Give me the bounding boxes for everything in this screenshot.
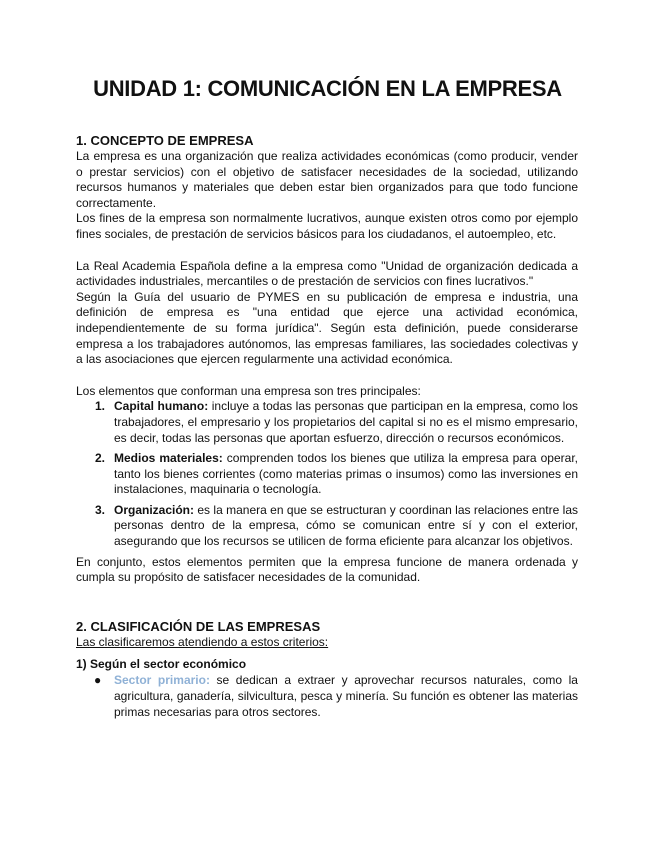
list-item — [76, 503, 578, 550]
section1-heading: 1. CONCEPTO DE EMPRESA — [76, 133, 254, 148]
list-term: Capital humano: — [114, 399, 209, 414]
paragraph: Según la Guía del usuario de PYMES en su publicación de empresa e industria, una definición de empresa es "una entidad que ejerce una actividad económica, independientemente de su forma jurídica". Según esta definición, puede considerarse empresa a los trabajadores autónomos, las empresas familiares, las sociedades colectivas y a las asociaciones que ejercen regularmente una actividad económica. — [76, 289, 578, 367]
paragraph: Los fines de la empresa son normalmente lucrativos, aunque existen otros como por ejemplo fines sociales, de prestación de servicios básicos para los ciudadanos, el autoempleo, etc. — [76, 211, 578, 241]
sectors-list — [76, 673, 578, 720]
document-body — [76, 132, 578, 720]
section2-subheading: Las clasificaremos atendiendo a estos criterios: — [76, 634, 329, 649]
sector-text: se dedican a extraer y aprovechar recursos naturales, como la agricultura, ganadería, silvicultura, pesca y minería. Su función es obtener las materias primas necesarias para otros sectores. — [114, 673, 578, 719]
list-item — [76, 673, 578, 720]
criterion-heading: 1) Según el sector económico — [76, 657, 247, 672]
list-number: 1. — [95, 399, 106, 414]
list-number: 3. — [95, 502, 106, 517]
list-text: es la manera en que se estructuran y coordinan las relaciones entre las personas dentro de la empresa, cómo se comunican entre sí y con el exterior, asegurando que los recursos se utilicen de forma eficiente para alcanzar los objetivos. — [114, 502, 578, 549]
paragraph: En conjunto, estos elementos permiten que la empresa funcione de manera ordenada y cumpla su propósito de satisfacer necesidades de la comunidad. — [76, 554, 578, 585]
elements-list — [76, 399, 578, 549]
page-title: UNIDAD 1: COMUNICACIÓN EN LA EMPRESA — [93, 76, 562, 101]
list-item — [76, 451, 578, 498]
list-term: Medios materiales: — [114, 451, 223, 466]
bullet-icon: ● — [94, 673, 102, 688]
sector-term: Sector primario: — [114, 673, 210, 688]
list-text: comprenden todos los bienes que utiliza la empresa para operar, tanto los bienes corrientes (como materias primas o insumos) como las inversiones en instalaciones, maquinaria o tecnología. — [114, 451, 578, 497]
paragraph: Los elementos que conforman una empresa son tres principales: — [76, 383, 421, 398]
paragraph: La empresa es una organización que realiza actividades económicas (como producir, vender o prestar servicios) con el objetivo de satisfacer necesidades de la sociedad, utilizando recursos humanos y materiales que deben estar bien organizados para que todo funcione correctamente. — [76, 149, 578, 210]
list-item — [76, 399, 578, 446]
paragraph: La Real Academia Española define a la empresa como "Unidad de organización dedicada a actividades industriales, mercantiles o de prestación de servicios con fines lucrativos." — [76, 258, 578, 289]
list-text: incluye a todas las personas que participan en la empresa, como los trabajadores, el empresario y los propietarios del capital si no es el mismo empresario, es decir, todas las personas que aportan esfuerzo, dirección o recursos económicos. — [114, 399, 578, 445]
list-number: 2. — [95, 451, 106, 466]
section2-heading: 2. CLASIFICACIÓN DE LAS EMPRESAS — [76, 618, 321, 634]
list-term: Organización: — [114, 502, 195, 517]
